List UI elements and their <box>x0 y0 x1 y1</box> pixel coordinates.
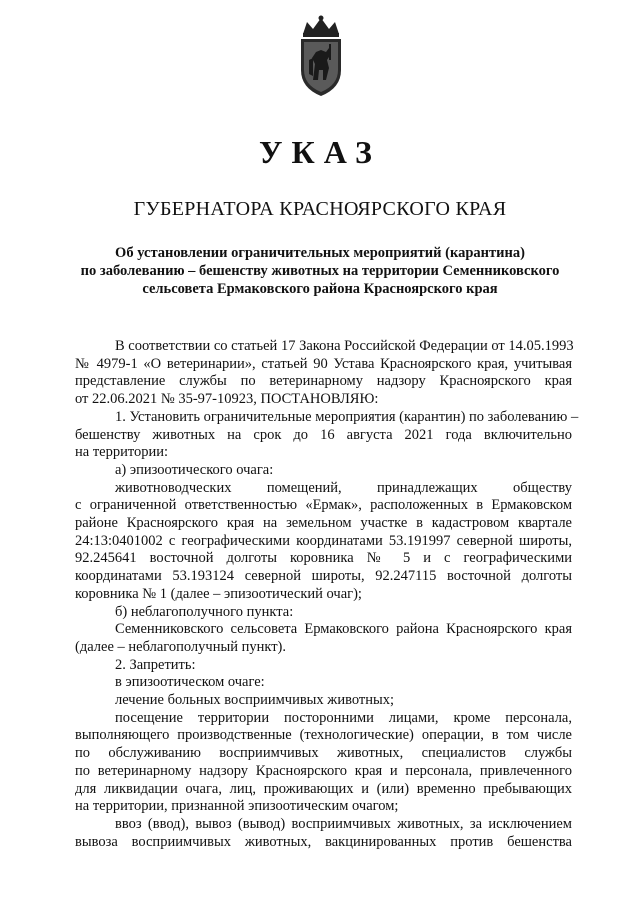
body-line: выполняющего производственные (технологические) операции, в том числе <box>75 727 572 744</box>
subject-line: сельсовета Ермаковского района Красноярского края <box>142 281 498 297</box>
body-line: В соответствии со статьей 17 Закона Российской Федерации от 14.05.1993 <box>115 338 574 354</box>
body-line: по ветеринарному надзору Красноярского края и персонала, привлеченного <box>75 762 572 779</box>
body-line: координатами 53.193124 северной широты, 92.247115 восточной долготы <box>75 568 572 585</box>
body-line: посещение территории посторонними лицами, кроме персонала, <box>115 709 572 726</box>
body-line: 92.245641 восточной долготы коровника № 5 и с географическими <box>75 550 572 567</box>
body-line: бешенству животных на срок до 16 августа 2021 года включительно <box>75 426 572 443</box>
body-line: для ликвидации очага, лиц, проживающих и (или) временно пребывающих <box>75 780 572 797</box>
body-line: 2. Запретить: <box>115 656 196 673</box>
body-line: районе Красноярского края на земельном участке в кадастровом квартале <box>75 515 572 532</box>
body-line: представление службы по ветеринарному надзору Красноярского края <box>75 373 572 390</box>
body-line: б) неблагополучного пункта: <box>115 603 294 620</box>
body-line: на территории, признанной эпизоотическим очагом; <box>75 798 399 815</box>
body-line: животноводческих помещений, принадлежащих обществу <box>115 479 572 496</box>
body-line: 24:13:0401002 с географическими координатами 53.191997 северной широты, <box>75 532 572 549</box>
body-line: 1. Установить ограничительные мероприятия (карантин) по заболеванию – <box>115 408 579 425</box>
body-line: коровника № 1 (далее – эпизоотический очаг); <box>75 585 362 602</box>
document-subject <box>60 244 580 298</box>
body-line: № 4979-1 «О ветеринарии», статьей 90 Устава Красноярского края, учитывая <box>75 355 572 372</box>
body-line: (далее – неблагополучный пункт). <box>75 638 286 655</box>
subject-line: по заболеванию – бешенству животных на территории Семенниковского <box>80 263 560 279</box>
body-line: от 22.06.2021 № 35-97-10923, ПОСТАНОВЛЯЮ: <box>75 391 379 408</box>
body-line: в эпизоотическом очаге: <box>115 674 265 691</box>
body-line: лечение больных восприимчивых животных; <box>115 692 394 709</box>
issuer-title: ГУБЕРНАТОРА КРАСНОЯРСКОГО КРАЯ <box>133 198 507 220</box>
body-line: по обслуживанию восприимчивых животных, специалистов службы <box>75 745 572 762</box>
body-line: вывоза восприимчивых животных, вакцинированных против бешенства <box>75 833 572 850</box>
coat-of-arms-emblem <box>293 14 349 98</box>
document-body <box>75 338 579 851</box>
body-line: Семенниковского сельсовета Ермаковского района Красноярского края <box>115 621 572 638</box>
body-line: а) эпизоотического очага: <box>115 461 274 478</box>
body-line: ввоз (ввод), вывоз (вывод) восприимчивых животных, за исключением <box>115 815 572 832</box>
subject-line: Об установлении ограничительных мероприятий (карантина) <box>115 245 525 261</box>
body-line: с ограниченной ответственностью «Ермак», расположенных в Ермаковском <box>75 497 572 514</box>
decree-title: УКАЗ <box>259 134 381 170</box>
body-line: на территории: <box>75 444 169 461</box>
